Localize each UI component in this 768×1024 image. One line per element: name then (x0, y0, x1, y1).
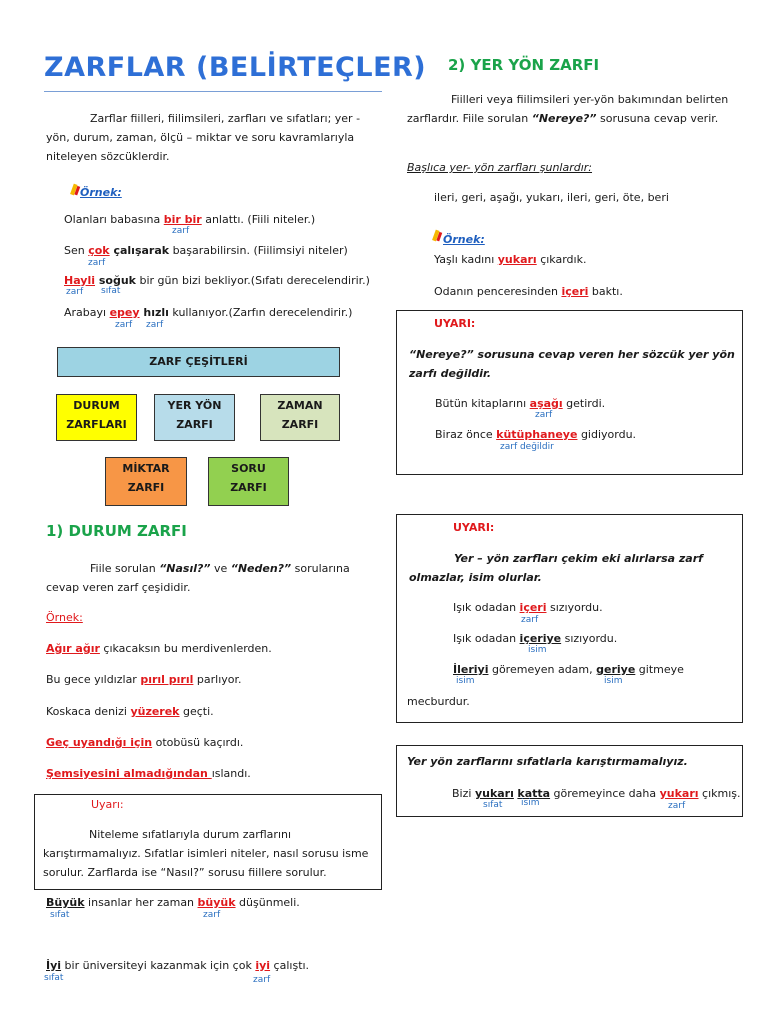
warning-text: Niteleme sıfatlarıyla durum zarflarını karıştırmamalıyız. Sıfatlar isimleri niteler, nasıl sorusu isme sorulur. Zarflarda ise “Nasıl?” sorusu fiillere sorulur. (43, 828, 369, 879)
durum-example-2: Bu gece yıldızlar pırıl pırıl parlıyor. (46, 673, 242, 686)
yer-example-2: Odanın penceresinden içeri baktı. (434, 285, 623, 298)
tag-zarf-degildir: zarf değildir (500, 442, 554, 452)
types-header: ZARF ÇEŞİTLERİ (57, 347, 340, 377)
title-underline (44, 91, 382, 92)
tag-sifat: sıfat (44, 973, 64, 983)
tag-sifat: sıfat (50, 910, 70, 920)
type-zaman: ZAMAN ZARFI (260, 394, 340, 441)
type-durum: DURUM ZARFLARI (56, 394, 137, 441)
example-sentence-3: Hayli soğuk bir gün bizi bekliyor.(Sıfatı derecelendirir.) (64, 274, 370, 287)
warning-example-2: Işık odadan içeriye sızıyordu. (453, 632, 618, 645)
warning-example-3: İleriyi göremeyen adam, geriye gitmeye (453, 663, 684, 676)
yer-list: ileri, geri, aşağı, yukarı, ileri, geri, öte, beri (434, 191, 669, 204)
type-miktar: MİKTAR ZARFI (105, 457, 187, 506)
durum-example-5: Şemsiyesini almadığından ıslandı. (46, 767, 251, 780)
durum-example-7: İyi bir üniversiteyi kazanmak için çok iyi çalıştı. (46, 959, 310, 972)
tag-zarf: zarf (172, 226, 190, 236)
tag-sifat: sıfat (483, 800, 503, 810)
yer-definition: Fiilleri veya fiilimsileri yer-yön bakımından belirten zarflardır. Fiile sorulan “Nereye?” sorusuna cevap verir. (407, 93, 729, 125)
warning-example-3-cont: mecburdur. (407, 695, 470, 708)
tag-sifat: sıfat (101, 286, 121, 296)
warning-example-1: Işık odadan içeri sızıyordu. (453, 601, 603, 614)
section-heading-yer-yon: 2) YER YÖN ZARFI (448, 56, 600, 74)
example-label: Örnek: (46, 611, 83, 624)
tag-zarf: zarf (115, 320, 133, 330)
example-sentence-1: Olanları babasına bir bir anlattı. (Fiili niteler.) (64, 213, 316, 226)
yer-warning-box-3 (396, 745, 743, 817)
warning-title: Uyarı: (91, 798, 124, 811)
warning-title: UYARI: (453, 521, 495, 534)
durum-example-4: Geç uyandığı için otobüsü kaçırdı. (46, 736, 244, 749)
tag-zarf: zarf (253, 975, 271, 985)
warning-example: Bizi yukarı katta göremeyince daha yukarı çıkmış. (452, 787, 741, 800)
tag-zarf: zarf (668, 801, 686, 811)
tag-zarf: zarf (66, 287, 84, 297)
intro-paragraph: Zarflar fiilleri, fiilimsileri, zarfları ve sıfatları; yer - yön, durum, zaman, ölçü – miktar ve soru kavramlarıyla niteleyen sözcüklerdir. (46, 112, 361, 163)
example-label: Örnek: (443, 233, 485, 246)
tag-isim: isim (604, 676, 623, 686)
yer-list-title: Başlıca yer- yön zarfları şunlardır: (407, 161, 593, 174)
yer-warning-box-2 (396, 514, 743, 723)
warning-example-2: Biraz önce kütüphaneye gidiyordu. (435, 428, 637, 441)
warning-text: Yer yön zarflarını sıfatlarla karıştırmamalıyız. (407, 755, 688, 768)
durum-example-6: Büyük insanlar her zaman büyük düşünmeli. (46, 896, 300, 909)
tag-isim: isim (528, 645, 547, 655)
tag-zarf: zarf (521, 615, 539, 625)
tag-zarf: zarf (535, 410, 553, 420)
warning-example-1: Bütün kitaplarını aşağı getirdi. (435, 397, 606, 410)
tag-zarf: zarf (203, 910, 221, 920)
tag-isim: isim (456, 676, 475, 686)
example-label: Örnek: (80, 186, 122, 199)
tag-zarf: zarf (88, 258, 106, 268)
durum-warning-box (34, 794, 382, 890)
page-title: ZARFLAR (BELİRTEÇLER) (44, 52, 427, 83)
example-sentence-2: Sen çok çalışarak başarabilirsin. (Fiilimsiyi niteler) (64, 244, 348, 257)
type-soru: SORU ZARFI (208, 457, 289, 506)
durum-example-1: Ağır ağır çıkacaksın bu merdivenlerden. (46, 642, 272, 655)
durum-example-3: Koskaca denizi yüzerek geçti. (46, 705, 214, 718)
yer-example-1: Yaşlı kadını yukarı çıkardık. (434, 253, 587, 266)
durum-definition: Fiile sorulan “Nasıl?” ve “Neden?” sorularına cevap veren zarf çeşididir. (46, 562, 350, 594)
tag-isim: isim (521, 798, 540, 808)
type-yer-yon: YER YÖN ZARFI (154, 394, 235, 441)
warning-title: UYARI: (434, 317, 476, 330)
warning-text: “Nereye?” sorusuna cevap veren her sözcük yer yön zarfı değildir. (409, 348, 735, 380)
example-sentence-4: Arabayı epey hızlı kullanıyor.(Zarfın derecelendirir.) (64, 306, 353, 319)
tag-zarf: zarf (146, 320, 164, 330)
warning-text: Yer – yön zarfları çekim eki alırlarsa zarf olmazlar, isim olurlar. (409, 552, 703, 584)
yer-warning-box-1 (396, 310, 743, 475)
section-heading-durum: 1) DURUM ZARFI (46, 522, 187, 540)
